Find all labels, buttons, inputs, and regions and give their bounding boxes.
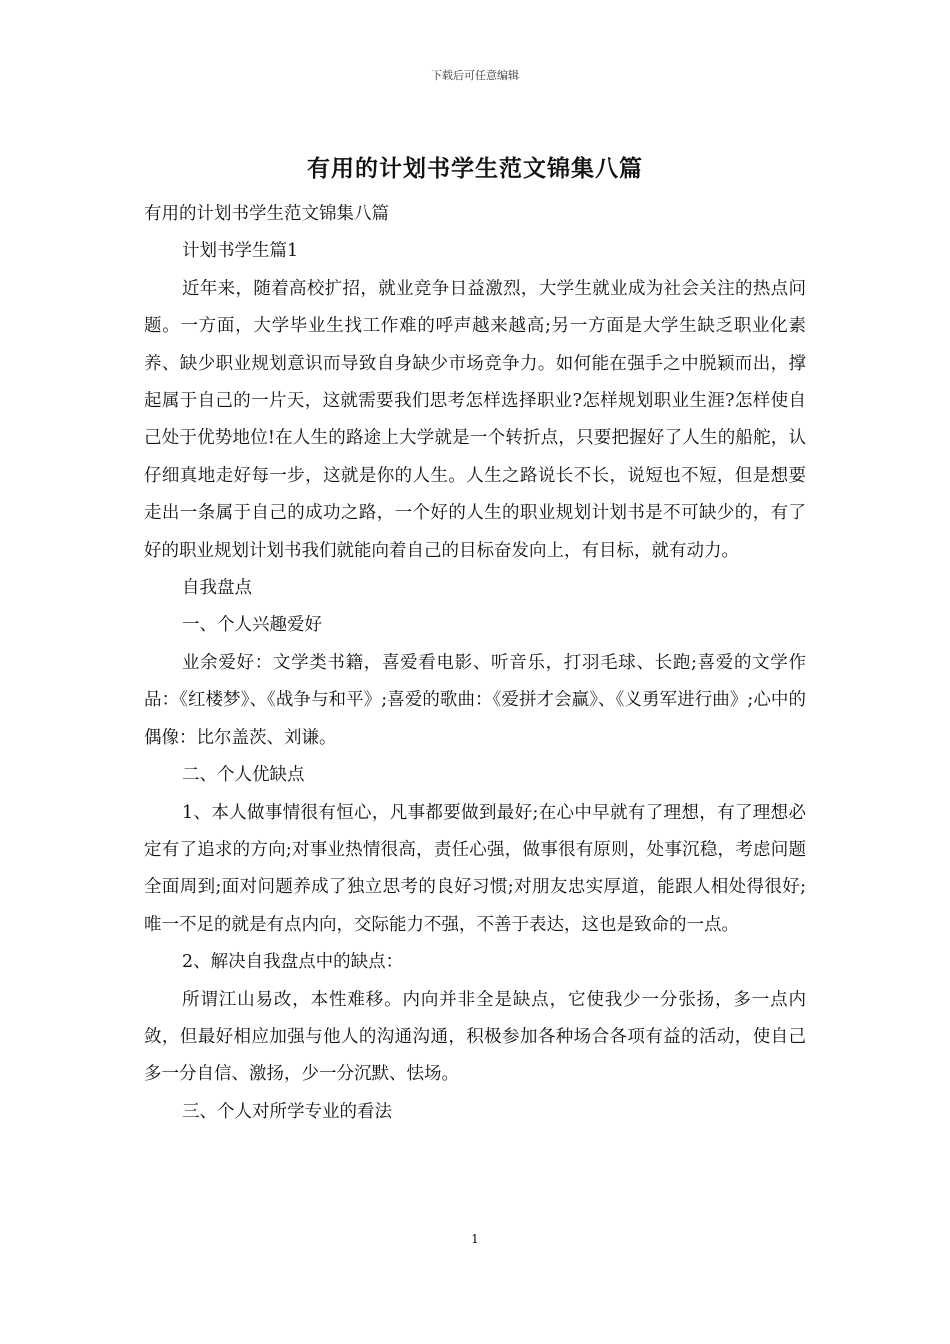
paragraph: 1、本人做事情很有恒心，凡事都要做到最好;在心中早就有了理想，有了理想必定有了追求的方向;对事业热情很高，责任心强，做事很有原则，处事沉稳，考虑问题全面周到;面对问题养成了独立思考的良好习惯;对朋友忠实厚道，能跟人相处得很好;唯一不足的就是有点内向，交际能力不强，不善于表达，这也是致命的一点。 bbox=[144, 802, 806, 935]
paragraph: 有用的计划书学生范文锦集八篇 bbox=[144, 204, 389, 224]
paragraph: 近年来，随着高校扩招，就业竞争日益激烈，大学生就业成为社会关注的热点问题。一方面，大学毕业生找工作难的呼声越来越高;另一方面是大学生缺乏职业化素养、缺少职业规划意识而导致自身缺少市场竞争力。如何能在强手之中脱颖而出，撑起属于自己的一片天，这就需要我们思考怎样选择职业?怎样规划职业生涯?怎样使自己处于优势地位!在人生的路途上大学就是一个转折点，只要把握好了人生的船舵，认仔细真地走好每一步，这就是你的人生。人生之路说长不长，说短也不短，但是想要走出一条属于自己的成功之路，一个好的人生的职业规划计划书是不可缺少的，有了好的职业规划计划书我们就能向着自己的目标奋发向上，有目标，就有动力。 bbox=[144, 278, 806, 561]
header-note: 下载后可任意编辑 bbox=[431, 69, 519, 82]
paragraph: 自我盘点 bbox=[182, 578, 252, 599]
document-title: 有用的计划书学生范文锦集八篇 bbox=[307, 156, 643, 182]
paragraph: 一、个人兴趣爱好 bbox=[182, 615, 322, 636]
paragraph: 2、解决自我盘点中的缺点： bbox=[182, 952, 404, 973]
page-number: 1 bbox=[471, 1232, 479, 1246]
paragraph: 所谓江山易改，本性难移。内向并非全是缺点，它使我少一分张扬，多一点内敛，但最好相应加强与他人的沟通沟通，积极参加各种场合各项有益的活动，使自己多一分自信、激扬，少一分沉默、怯场。 bbox=[144, 989, 806, 1085]
paragraph: 业余爱好：文学类书籍，喜爱看电影、听音乐，打羽毛球、长跑;喜爱的文学作品：《红楼梦》、《战争与和平》;喜爱的歌曲：《爱拼才会赢》、《义勇军进行曲》;心中的偶像：比尔盖茨、刘谦。 bbox=[144, 652, 806, 748]
document-body bbox=[144, 196, 806, 1131]
paragraph: 三、个人对所学专业的看法 bbox=[182, 1101, 392, 1122]
paragraph: 计划书学生篇1 bbox=[182, 241, 299, 262]
paragraph: 二、个人优缺点 bbox=[182, 765, 305, 786]
